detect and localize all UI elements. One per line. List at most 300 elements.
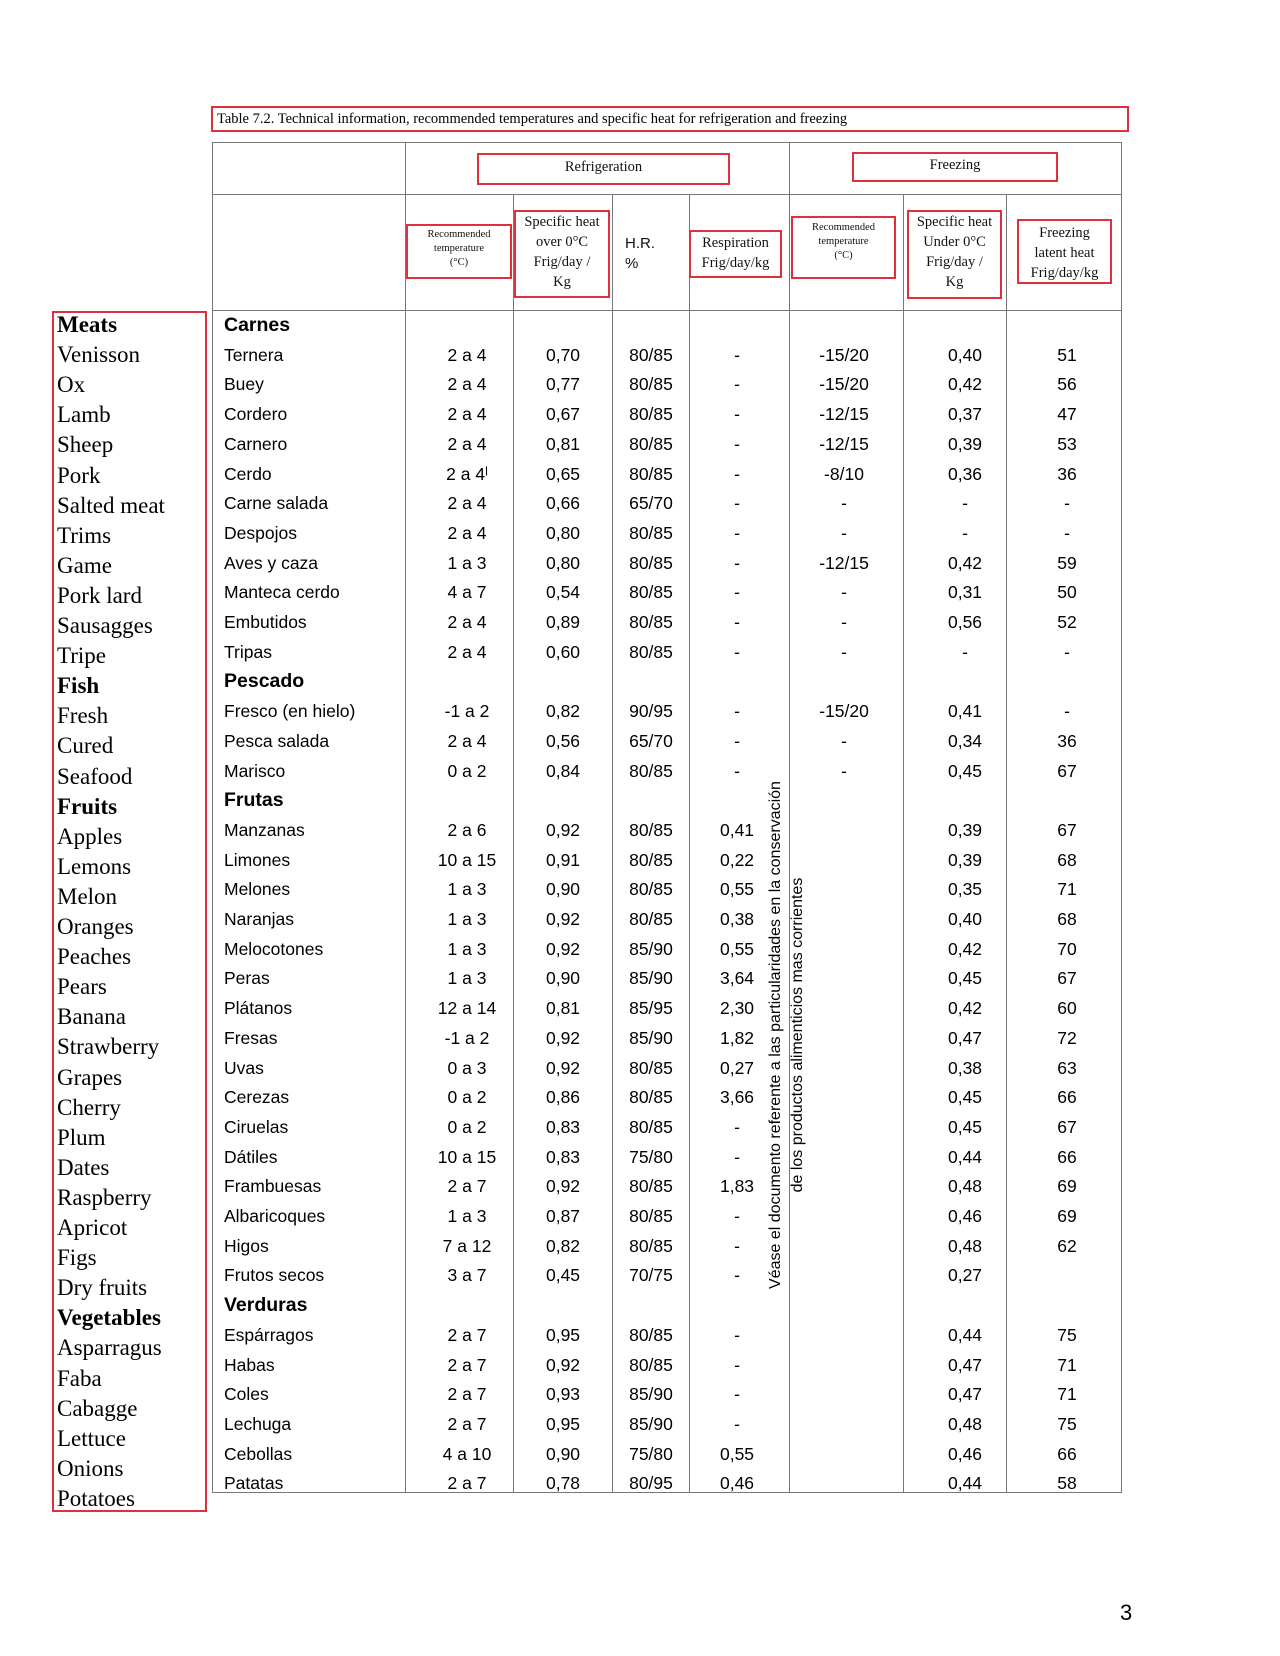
table-cell: - (1064, 522, 1070, 543)
row-product-name: Melocotones (224, 938, 324, 959)
table-cell: - (734, 344, 740, 365)
table-cell: 2 a 4 (447, 344, 487, 365)
table-cell: 0,48 (947, 1235, 983, 1256)
table-cell: 0,55 (719, 879, 755, 900)
table-cell: 75 (1057, 1413, 1077, 1434)
table-cell: 60 (1057, 998, 1077, 1019)
table-cell: 0,41 (719, 819, 755, 840)
table-cell: 0,40 (947, 344, 983, 365)
table-cell: 80/85 (629, 819, 673, 840)
table-cell: - (841, 612, 847, 632)
table-cell: 0,90 (545, 879, 581, 900)
english-name-item: Grapes (57, 1064, 123, 1090)
table-cell: - (734, 1354, 740, 1375)
table-cell: 85/90 (629, 1413, 673, 1434)
frz-heat-header: Specific heat Under 0°C Frig/day / Kg (916, 214, 993, 290)
table-cell: 0,38 (947, 1057, 983, 1078)
table-cell: 58 (1057, 1473, 1077, 1494)
refrigeration-group-header: Refrigeration (564, 159, 643, 175)
table-cell: 80/85 (629, 1116, 673, 1137)
english-name-item: Cherry (57, 1094, 121, 1120)
table-cell: 85/90 (629, 938, 673, 959)
table-cell: 0,78 (545, 1473, 581, 1494)
category-heading: Carnes (224, 314, 291, 336)
table-cell: 80/85 (629, 909, 673, 929)
table-cell: - (841, 582, 847, 603)
row-product-name: Frambuesas (224, 1176, 322, 1197)
table-cell: 85/90 (629, 968, 673, 989)
table-cell: 75 (1057, 1324, 1077, 1345)
header-divider (212, 194, 1122, 195)
row-product-name: Dátiles (224, 1146, 278, 1167)
table-cell: 0,55 (719, 938, 755, 959)
table-cell: 36 (1057, 730, 1077, 751)
row-product-name: Pesca salada (224, 730, 330, 751)
english-name-item: Oranges (57, 914, 134, 939)
table-cell: 0,45 (947, 1087, 983, 1108)
english-names-list (52, 311, 207, 1512)
table-cell: -1 a 2 (444, 1027, 490, 1048)
table-cell: 68 (1057, 909, 1077, 929)
table-cell: - (841, 493, 847, 514)
row-product-name: Tripas (224, 641, 272, 662)
table-cell: 1 a 3 (447, 909, 487, 929)
table-cell: 0,42 (947, 998, 983, 1019)
english-name-item: Raspberry (57, 1184, 152, 1210)
table-cell: - (1064, 493, 1070, 514)
frz-temp-header: Recommended temperature (°C) (812, 222, 875, 261)
table-cell: 0,38 (719, 909, 755, 929)
english-name-item: Peaches (57, 944, 132, 970)
col-divider-name (405, 142, 406, 1493)
table-cell: 0,37 (947, 404, 983, 425)
table-cell: 2 a 7 (447, 1176, 487, 1197)
row-product-name: Carnero (224, 433, 288, 454)
table-cell: 62 (1057, 1235, 1077, 1256)
page-number: 3 (1120, 1600, 1133, 1625)
table-cell: 0,41 (947, 701, 983, 722)
row-product-name: Higos (224, 1235, 269, 1256)
table-cell: 0,36 (947, 463, 983, 484)
table-cell: -15/20 (819, 701, 869, 722)
table-left-border (212, 142, 213, 1493)
table-cell: 66 (1057, 1087, 1077, 1108)
table-cell: 0,70 (545, 344, 581, 365)
table-cell: 1 a 3 (447, 968, 487, 989)
table-cell: 0,27 (947, 1265, 983, 1286)
english-name-item: Figs (57, 1245, 97, 1271)
table-cell: 85/90 (629, 1384, 673, 1405)
table-cell: 66 (1057, 1443, 1077, 1464)
table-cell: - (962, 641, 968, 662)
table-cell: 0,55 (719, 1443, 755, 1464)
table-cell: 52 (1057, 612, 1077, 632)
table-cell: 4 a 10 (442, 1443, 492, 1464)
table-cell: 2 a 4 (447, 522, 487, 543)
table-cell: 2 a 7 (447, 1354, 487, 1375)
table-cell: 68 (1057, 849, 1077, 870)
table-cell: 80/85 (629, 1087, 673, 1108)
table-cell: 0,93 (545, 1384, 581, 1405)
english-name-item: Fruits (57, 793, 118, 819)
table-cell: 80/85 (629, 641, 673, 662)
category-heading: Frutas (224, 789, 284, 812)
table-cell: 0,92 (545, 819, 581, 840)
table-cell: 0,46 (947, 1443, 983, 1464)
category-heading: Pescado (224, 670, 305, 693)
english-name-item: Dates (57, 1154, 110, 1180)
row-product-name: Melones (224, 879, 291, 900)
table-cell: 0,35 (947, 879, 983, 900)
english-name-item: Vegetables (57, 1305, 161, 1331)
table-cell: - (1064, 641, 1070, 662)
row-product-name: Buey (224, 374, 264, 395)
table-cell: -15/20 (819, 344, 869, 365)
table-cell: 0,67 (545, 404, 581, 425)
table-cell: - (734, 404, 740, 425)
english-name-item: Onions (57, 1455, 124, 1481)
english-name-item: Lettuce (57, 1425, 126, 1451)
table-cell: 1 a 3 (447, 938, 487, 959)
table-cell: 0,40 (947, 909, 983, 929)
col-divider-frz-temp (903, 194, 904, 1493)
table-cell: 0,82 (545, 1235, 581, 1256)
table-cell: 65/70 (629, 493, 673, 514)
english-name-item: Meats (57, 312, 118, 337)
row-product-name: Ciruelas (224, 1116, 289, 1137)
english-name-item: Game (57, 552, 112, 578)
table-cell: 36 (1057, 463, 1077, 484)
table-cell: 80/95 (629, 1473, 673, 1494)
table-cell: 51 (1057, 344, 1077, 365)
table-cell: 0,92 (545, 1027, 581, 1048)
table-cell: 80/85 (629, 1176, 673, 1197)
table-cell: 0,90 (545, 968, 581, 989)
row-product-name: Cerezas (224, 1087, 290, 1108)
table-cell: 0,95 (545, 1413, 581, 1434)
row-product-name: Plátanos (224, 998, 293, 1019)
ref-temp-header: Recommended temperature (°C) (427, 229, 491, 268)
table-cell: -12/15 (819, 404, 869, 425)
table-cell: - (734, 1324, 740, 1345)
table-cell: 80/85 (629, 582, 673, 603)
table-cell: 0,82 (545, 701, 581, 722)
row-product-name: Carne salada (224, 493, 329, 514)
table-cell: 0,31 (947, 582, 983, 603)
table-cell: 70/75 (629, 1265, 673, 1286)
table-cell: 0,60 (545, 641, 581, 662)
table-cell: - (734, 612, 740, 632)
table-cell: 2 a 4ˡ (446, 463, 488, 484)
table-cell: - (734, 552, 740, 573)
row-product-name: Habas (224, 1354, 275, 1375)
table-cell: 0,95 (545, 1324, 581, 1345)
english-name-item: Banana (57, 1004, 126, 1030)
table-cell: 12 a 14 (437, 998, 497, 1019)
table-cell: 10 a 15 (437, 1146, 497, 1167)
table-cell: 63 (1057, 1057, 1077, 1078)
table-right-border (1121, 142, 1122, 1493)
table-cell: 1 a 3 (447, 879, 487, 900)
table-cell: 0,92 (545, 909, 581, 929)
table-cell: 0,92 (545, 1354, 581, 1375)
table-cell: 2 a 7 (447, 1413, 487, 1434)
english-name-item: Trims (57, 522, 112, 548)
table-cell: 3,64 (719, 968, 755, 989)
table-cell: 90/95 (629, 701, 673, 722)
table-cell: 0,56 (947, 612, 983, 632)
english-name-item: Pears (57, 974, 107, 1000)
row-product-name: Ternera (224, 344, 284, 365)
table-cell: 80/85 (629, 849, 673, 870)
table-cell: 50 (1057, 582, 1077, 603)
resp-header: Respiration Frig/day/kg (701, 235, 770, 271)
row-product-name: Cerdo (224, 463, 272, 484)
row-product-name: Lechuga (224, 1413, 292, 1434)
table-cell: 2 a 4 (447, 493, 487, 514)
table-cell: 0,86 (545, 1087, 581, 1108)
table-cell: 7 a 12 (442, 1235, 492, 1256)
table-cell: 2,30 (719, 998, 755, 1019)
row-product-name: Cebollas (224, 1443, 293, 1464)
table-cell: - (734, 760, 740, 781)
english-name-item: Pork (57, 462, 101, 488)
row-product-name: Naranjas (224, 909, 295, 929)
table-caption: Table 7.2. Technical information, recommended temperatures and specific heat for refrigeration and freezing (211, 106, 1129, 132)
english-name-item: Lamb (57, 402, 111, 428)
table-cell: 0,45 (947, 1116, 983, 1137)
table-cell: 2 a 4 (447, 374, 487, 395)
table-cell: 0,81 (545, 998, 581, 1019)
table-cell: 80/85 (629, 404, 673, 425)
table-cell: 80/85 (629, 760, 673, 781)
english-name-item: Tripe (57, 643, 106, 669)
table-cell: 0,44 (947, 1324, 983, 1345)
table-cell: - (734, 493, 740, 514)
table-cell: - (734, 1235, 740, 1256)
english-name-item: Plum (57, 1124, 106, 1150)
table-cell: -12/15 (819, 433, 869, 454)
table-cell: - (734, 374, 740, 395)
row-product-name: Patatas (224, 1473, 284, 1494)
row-product-name: Marisco (224, 760, 286, 781)
table-cell: 0,87 (545, 1206, 581, 1226)
table-cell: - (734, 463, 740, 484)
table-cell: 2 a 4 (447, 433, 487, 454)
table-cell: -12/15 (819, 552, 869, 573)
table-cell: 85/95 (629, 998, 673, 1019)
table-cell: 80/85 (629, 374, 673, 395)
row-product-name: Frutos secos (224, 1265, 325, 1286)
table-cell: 0,44 (947, 1473, 983, 1494)
table-cell: 0,34 (947, 730, 983, 751)
hr-header: H.R. % (625, 235, 655, 272)
english-name-item: Venisson (57, 342, 141, 368)
english-name-item: Pork lard (57, 582, 142, 608)
table-cell: 80/85 (629, 522, 673, 543)
table-cell: 67 (1057, 760, 1077, 781)
vertical-note-line-2: de los productos alimenticios mas corrientes (789, 877, 806, 1193)
table-top-border (212, 142, 1122, 143)
table-cell: 47 (1057, 404, 1077, 425)
table-cell: 0,80 (545, 552, 581, 573)
table-cell: 0,66 (545, 493, 581, 514)
table-cell: 80/85 (629, 1354, 673, 1375)
table-cell: 0,47 (947, 1027, 983, 1048)
english-name-item: Cured (57, 733, 114, 759)
table-cell: - (734, 582, 740, 603)
vertical-note (765, 725, 825, 1345)
table-cell: 53 (1057, 433, 1077, 454)
table-cell: 75/80 (629, 1443, 673, 1464)
table-cell: 3 a 7 (447, 1265, 487, 1286)
table-cell: 80/85 (629, 879, 673, 900)
table-cell: 69 (1057, 1206, 1077, 1226)
table-cell: 0,84 (545, 760, 581, 781)
table-cell: - (734, 1384, 740, 1405)
table-cell: -8/10 (824, 463, 864, 484)
table-cell: 0,77 (545, 374, 581, 395)
english-name-item: Sausagges (57, 613, 153, 638)
table-cell: - (734, 701, 740, 722)
row-product-name: Albaricoques (224, 1206, 326, 1226)
row-product-name: Cordero (224, 404, 288, 425)
table-cell: 10 a 15 (437, 849, 497, 870)
table-cell: - (734, 1413, 740, 1434)
table-cell: - (734, 1116, 740, 1137)
table-cell: -15/20 (819, 374, 869, 395)
english-name-item: Strawberry (57, 1034, 160, 1060)
table-cell: 0 a 2 (447, 1087, 487, 1108)
table-cell: 80/85 (629, 1057, 673, 1078)
table-cell: 0,91 (545, 849, 581, 870)
table-cell: 80/85 (629, 463, 673, 484)
table-cell: 71 (1057, 1354, 1077, 1375)
table-cell: 0,83 (545, 1146, 581, 1167)
table-cell: - (734, 1265, 740, 1286)
row-product-name: Limones (224, 849, 291, 870)
table-cell: 0,92 (545, 938, 581, 959)
table-cell: - (734, 641, 740, 662)
table-cell: 80/85 (629, 1324, 673, 1345)
table-cell: 80/85 (629, 552, 673, 573)
table-cell: 1,82 (719, 1027, 755, 1048)
table-cell: 0,89 (545, 612, 581, 632)
english-name-item: Cabagge (57, 1395, 138, 1421)
table-cell: 0,42 (947, 374, 983, 395)
table-cell: - (841, 760, 847, 781)
english-name-item: Faba (57, 1365, 102, 1391)
ref-heat-header: Specific heat over 0°C Frig/day / Kg (524, 214, 600, 290)
table-cell: 0,83 (545, 1116, 581, 1137)
table-cell: 4 a 7 (447, 582, 487, 603)
table-cell: - (841, 730, 847, 751)
english-name-item: Fresh (57, 703, 109, 729)
table-cell: 0,39 (947, 819, 983, 840)
row-product-name: Peras (224, 968, 270, 989)
row-product-name: Fresas (224, 1027, 278, 1048)
latent-header: Freezing latent heat Frig/day/kg (1030, 225, 1099, 281)
table-cell: 67 (1057, 1116, 1077, 1137)
row-product-name: Manzanas (224, 819, 305, 840)
table-cell: 0,48 (947, 1176, 983, 1197)
table-cell: 0,65 (545, 463, 581, 484)
table-cell: 1 a 3 (447, 1206, 487, 1226)
english-name-item: Potatoes (57, 1485, 135, 1511)
table-cell: 0,46 (719, 1473, 755, 1494)
table-cell: 0,47 (947, 1354, 983, 1375)
table-cell: 0,39 (947, 849, 983, 870)
table-cell: 67 (1057, 819, 1077, 840)
table-cell: - (1064, 701, 1070, 722)
table-cell: 0,22 (719, 849, 755, 870)
table-cell: 0,92 (545, 1057, 581, 1078)
row-product-name: Aves y caza (224, 552, 319, 573)
table-cell: - (962, 493, 968, 514)
table-cell: - (962, 522, 968, 543)
table-cell: 80/85 (629, 612, 673, 632)
table-cell: 59 (1057, 552, 1077, 573)
table-cell: 71 (1057, 1384, 1077, 1405)
english-name-item: Melon (57, 883, 118, 909)
table-cell: 0,42 (947, 938, 983, 959)
table-cell: -1 a 2 (444, 701, 490, 722)
english-name-item: Dry fruits (57, 1275, 148, 1301)
table-cell: 80/85 (629, 344, 673, 365)
table-cell: 2 a 4 (447, 404, 487, 425)
table-cell: 80/85 (629, 1206, 673, 1226)
table-cell: 0 a 2 (447, 760, 487, 781)
table-cell: 0,56 (545, 730, 581, 751)
table-cell: - (734, 433, 740, 454)
table-cell: 1,83 (719, 1176, 755, 1197)
category-heading: Verduras (224, 1294, 308, 1317)
subheader-divider (212, 310, 1122, 311)
table-cell: 0,27 (719, 1057, 755, 1078)
table-cell: 2 a 7 (447, 1324, 487, 1345)
table-cell: - (734, 1146, 740, 1167)
english-name-item: Apricot (57, 1215, 128, 1240)
english-name-item: Asparragus (57, 1335, 162, 1361)
freezing-group-header: Freezing (929, 157, 981, 173)
table-cell: - (734, 522, 740, 543)
row-product-name: Espárragos (224, 1324, 314, 1345)
english-name-item: Seafood (57, 763, 133, 789)
table-cell: 2 a 4 (447, 612, 487, 632)
table-cell: 56 (1057, 374, 1077, 395)
table-cell: 72 (1057, 1027, 1077, 1048)
table-cell: 2 a 6 (447, 819, 487, 840)
table-cell: 85/90 (629, 1027, 673, 1048)
table-cell: - (734, 730, 740, 751)
table-cell: 0,92 (545, 1176, 581, 1197)
table-cell: 0,39 (947, 433, 983, 454)
table-cell: 2 a 4 (447, 730, 487, 751)
table-cell: 0 a 2 (447, 1116, 487, 1137)
row-product-name: Manteca cerdo (224, 582, 340, 603)
row-product-name: Uvas (224, 1057, 264, 1078)
table-cell: 67 (1057, 968, 1077, 989)
table-cell: - (841, 522, 847, 543)
table-cell: 69 (1057, 1176, 1077, 1197)
table-cell: 0 a 3 (447, 1057, 487, 1078)
row-product-name: Embutidos (224, 612, 307, 632)
table-cell: 0,45 (947, 968, 983, 989)
table-cell: 1 a 3 (447, 552, 487, 573)
table-cell: 66 (1057, 1146, 1077, 1167)
table-cell: 80/85 (629, 433, 673, 454)
english-name-item: Fish (57, 673, 100, 699)
